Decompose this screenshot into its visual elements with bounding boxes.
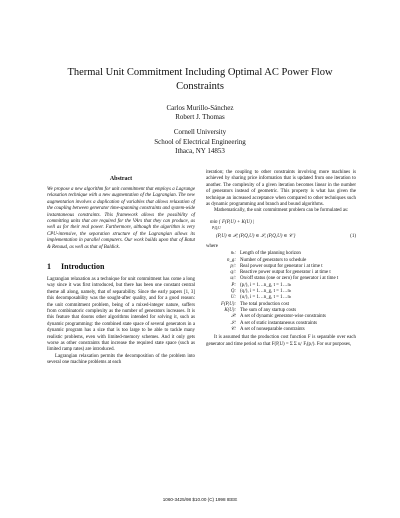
definition-symbol: P: [231,282,236,288]
definition-symbol: qᵢᵗ: [230,270,236,276]
equation-number: (1) [350,233,356,239]
definition-text: The sum of any startup costs [240,307,297,313]
title-line-1: Thermal Unit Commitment Including Optimal AC Power Flow [67,67,333,78]
left-column [47,176,195,367]
equation-subscript: P,Q,U [212,225,221,230]
definition-text: Length of the planning horizon [240,251,301,257]
definition-text: Real power output for generator i at time t [240,263,323,269]
affiliation-line: School of Electrical Engineering [154,137,246,146]
definition-symbol: n_g: [227,257,236,263]
paper-title [40,66,360,94]
intro-paragraph: Lagrangian relaxation permits the decomposition of the problem into several one machine problems at each [47,353,195,366]
body-paragraph: iteration; the coupling to other constraints involving more machines is achieved by sharing price information that is updated from one iteration to another. The complexity of a given iteration becomes linear in the number of generators instead of geometric. This property is what has given the technique an increased acceptance when compared to other techniques such as dynamic programming and branch and bound algorithms. [206,170,356,208]
body-paragraph: Mathematically, the unit commitment problem can be formulated as: [214,208,349,214]
definition-symbol: pᵢᵗ: [230,263,236,269]
definition-item [206,327,356,333]
definition-text: The total production cost [240,301,290,307]
abstract-heading: Abstract [109,176,133,182]
definition-symbol: U: [230,295,236,301]
definition-text: (pᵢᵗ), i = 1…n_g, t = 1…nₜ [240,282,292,288]
section-heading [47,262,195,271]
right-column [206,170,356,348]
affiliation-line: Cornell University [173,128,227,137]
abstract-text: We propose a new algorithm for unit commitment that employs a Lagrange relaxation technique with a new augmentation of the Lagrangian. The new augmentation involves a duplication of variables that allows relaxation of the coupling between generator time-spanning constraints and system-wide instantaneous constraints. This framework allows the possibility of committing units that are required for the VArs that they can produce, as well as for their real power. Furthermore, although the algorithm is very CPU-intensive, the separation structure of the Lagrangian allows its implementation in parallel computers. Our work builds upon that of Batut & Renaud, as well as that of Baldick. [47,186,195,250]
definition-symbol: 𝒫: [230,314,236,320]
copyright-footer: 1060-3425/98 $10.00 (C) 1998 IEEE [162,497,238,502]
author-name: Robert J. Thomas [175,113,225,122]
author-block [100,104,300,156]
definition-symbol: F(P,U): [221,301,236,307]
definition-text: A set of dynamic generator-wise constraints [240,314,326,320]
definition-text: Reactive power output for generator i at time t [240,270,331,276]
definition-symbol: 𝒮: [230,320,236,326]
definition-text: A set of nonseparable constraints [240,326,305,332]
definition-text: On/off status (one or zero) for generator i at time t [240,276,339,282]
equation-line: min { F(P,U) + K(U) | [210,219,255,225]
definition-text: A set of static instantaneous constraints [240,320,318,326]
title-line-2: Constraints [176,81,224,92]
definition-text: (uᵢᵗ), i = 1…n_g, t = 1…nₜ [240,295,292,301]
definition-symbol: nₜ: [230,251,236,257]
equation-1 [210,219,356,240]
definition-symbol: 𝒞: [230,326,236,332]
definition-symbol: K(U): [224,307,236,313]
definition-symbol: uᵢᵗ: [230,276,236,282]
definition-symbol: Q: [230,289,236,295]
intro-paragraph: Lagrangian relaxation as a technique for unit commitment has come a long way since it was first introduced, but there has been one constant central theme all along, namely, that of separability. Since the early papers [1, 3] this decomposability was the sought-after quality, and for a good reason: the unit commitment problem, being of a mixed-integer nature, suffers from combinatoric complexity as the number of generators increases. It is this feature that dooms other algorithms intended for solving it, such as dynamic programming: the combined state space of several generators in a dynamic program has a size that is too large to be able to tackle many realistic problems, even with limited-memory schemes. And it only gets worse as other constraints that increase the required state space (such as limited ramp rates) are introduced. [47,276,195,353]
equation-line: (P,U) ∈ 𝒫, (P,Q,U) ∈ 𝒮, (P,Q,U) ∈ 𝒞 } [216,233,296,239]
definition-list [206,251,356,333]
section-number: 1 [47,261,51,271]
author-name: Carlos Murillo-Sánchez [166,104,234,112]
body-paragraph: It is assumed that the production cost function F is separable over each generator and time period so that F(P,U) = Σ Σ uᵢᵗ Fᵢ(pᵢᵗ). For our purposes, [206,335,356,347]
definition-text: Number of generators to schedule [240,257,307,263]
definition-text: (qᵢᵗ), i = 1…n_g, t = 1…nₜ [240,289,292,295]
where-label: where [206,243,218,249]
section-title: Introduction [61,261,105,271]
affiliation-line: Ithaca, NY 14853 [175,146,225,155]
